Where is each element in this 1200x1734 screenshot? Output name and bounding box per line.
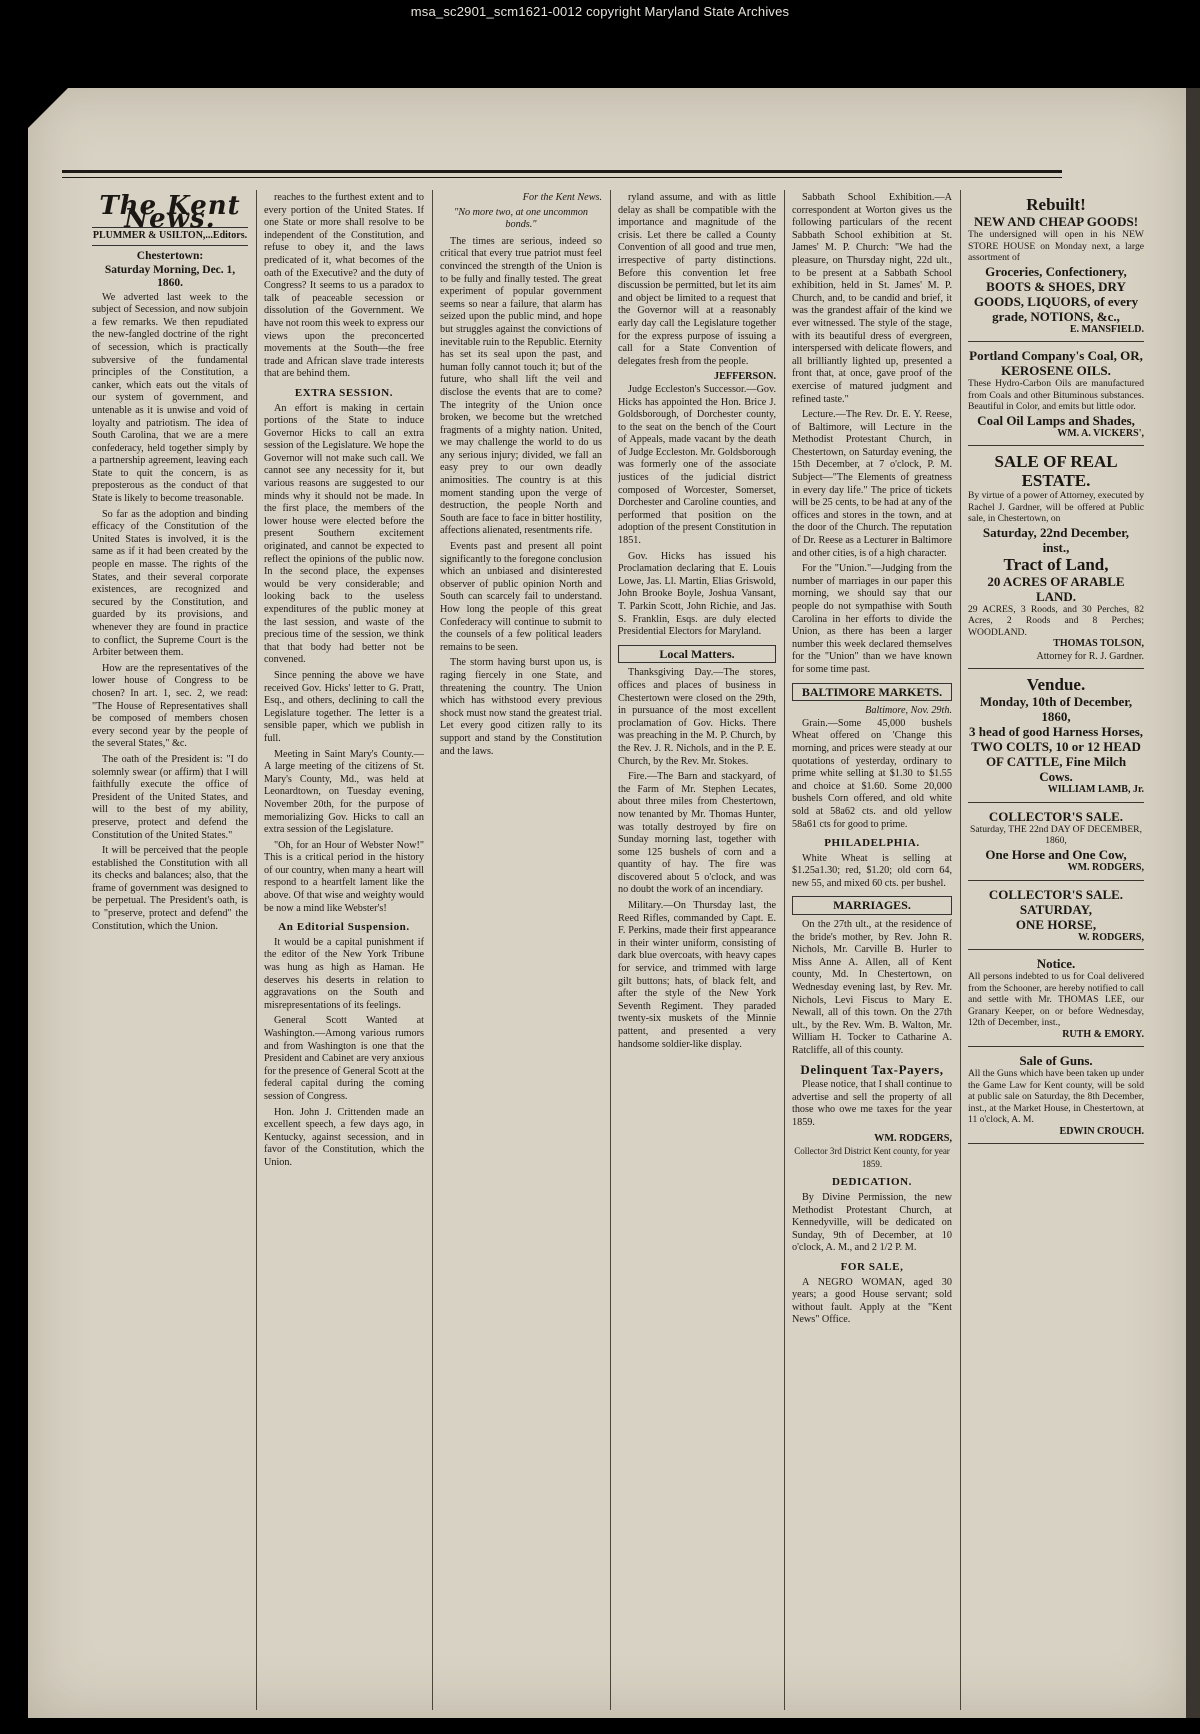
ad-text: The undersigned will open in his NEW STORE HOUSE on Monday next, a large assortment of [968, 229, 1144, 263]
philadelphia-heading: PHILADELPHIA. [824, 837, 920, 850]
ad-signature: RUTH & EMORY. [1062, 1028, 1144, 1040]
article-paragraph: General Scott Wanted at Washington.—Among various rumors and from Washington is one that the President and Cabinet are very anxious for the presence of General Scott at the federal capital during the coming session of Congress. [264, 1015, 424, 1102]
article-paragraph: We adverted last week to the subject of Secession, and now subjoin a few remarks. We then repudiated the new-fangled doctrine of the right of secession, which is practically subversive of the fundamental principles of the Constitution, a canker, which eats out the vitals of our system of government, and untenable as it is unwise and void of loyalty and patriotism. The idea of South Carolina, that we are a mere confederacy, held together simply by a partnership agreement, leaving each State to quit the concern, is as preposterous as the conduct of that State is likely to become treasonable. [92, 291, 248, 505]
ad-heading: Rebuilt! [1026, 195, 1086, 214]
markets-heading: BALTIMORE MARKETS. [792, 683, 952, 702]
ad-items: ONE HORSE, [1015, 916, 1097, 932]
ad-text: These Hydro-Carbon Oils are manufactured from Coals and other Bituminous substances. Beautiful in Color, and emits but little odor. [968, 378, 1144, 413]
article-paragraph: White Wheat is selling at $1.25a1.30; red, $1.20; old corn 64, new 55, and mixed 60 cts. per bushel. [792, 852, 952, 889]
ad-heading: Portland Company's Coal, OR, KEROSENE OILS. [969, 348, 1143, 379]
extra-session-heading: EXTRA SESSION. [294, 386, 394, 399]
ad-subheading: Tract of Land, [1003, 554, 1109, 574]
article-paragraph: Sabbath School Exhibition.—A correspondent at Worton gives us the following particulars of the recent Sabbath School exhibition at St. James' M. P. Church: "We had the pleasure, on Thursday night, 22d ult., to be present at a Sabbath School exhibition, held in St. James' M. P. Church, and, to be candid and brief, it was the grandest affair of the kind we ever witnessed. The style of the stage, with its beautiful dress of evergreen, interspersed with delicate flowers, and all brilliantly lighted up, presented a front that, at once, gave proof of the exercise of matured judgment and refined taste." [792, 192, 952, 405]
article-paragraph: Lecture.—The Rev. Dr. E. Y. Reese, of Baltimore, will Lecture in the Methodist Protestant Church, in Chestertown, on Saturday evening, the 15th December, at 7 o'clock, P. M. Subject—"The Elements of greatness in every day life." The price of tickets will be 25 cents, to be had at any of the offices and stores in the town, and at the door of the Church. The reputation of Dr. Reese as a Lecturer in Baltimore and other cities, is of a high character. [792, 409, 952, 559]
article-paragraph: Hon. John J. Crittenden made an excellent speech, a few days ago, in Kentucky, against secession, and in favor of the Constitution, which the Union. [264, 1106, 424, 1168]
ad-date: Monday, 10th of December, 1860, [979, 694, 1133, 725]
column-rule [784, 190, 785, 1710]
article-paragraph: "Oh, for an Hour of Webster Now!" This is a critical period in the history of our country, when many a heart will respond to a heartfelt lament like the above. Of that wise and weighty would be now a mind like Webster's! [264, 839, 424, 914]
top-rule [62, 170, 1062, 173]
article-paragraph: Since penning the above we have received Gov. Hicks' letter to G. Pratt, Esq., and others, declining to call the Legislature together. The letter is a sensible paper, which we publish in full. [264, 669, 424, 744]
ad-date: SATURDAY, [1019, 901, 1093, 917]
marriages-heading: MARRIAGES. [792, 896, 952, 915]
ad-items: 20 ACRES OF ARABLE LAND. [987, 573, 1125, 604]
article-paragraph: Grain.—Some 45,000 bushels Wheat offered on 'Change this morning, and prices were steady at our quotations of yesterday, ordinary to prime white selling at $1.30 to $1.55 and choice at $1.60. Some 20,000 bushels Corn offered, and old white sold at 58a62 cts. and old yellow 58a61 cts for good to prime. [792, 717, 952, 830]
archive-caption: msa_sc2901_scm1621-0012 copyright Maryland State Archives [410, 4, 790, 19]
ad-heading: COLLECTOR'S SALE. [988, 886, 1124, 902]
ad-collector-sale-2 [968, 884, 1144, 951]
ad-subheading: Coal Oil Lamps and Shades, [977, 412, 1135, 428]
top-rule-thin [62, 177, 1062, 178]
article-paragraph: reaches to the furthest extent and to every portion of the United States. If one State or more shall resolve to be independent of the Constitution, and refuse to obey it, and the laws predicated of it, what becomes of the oath of the Executive? and the duty of Congress? It seems to us a paradox to talk of peaceable secession or dissolution of the Government. We have not room this week to express our views upon the preconcerted movements at the South—the free trade and African slave trade interests that are behind them. [264, 192, 424, 380]
article-paragraph: On the 27th ult., at the residence of the bride's mother, by Rev. John R. Nichols, Mr. Carville B. Hurler to Miss Anne A. Allen, all of Kent county, Md. In Chestertown, on Wednesday evening last, by Rev. Mr. Nichols, Levi Fiscus to Mary E. Newall, all of this town. On the 27th ult., by the Rev. Wm. B. Walton, Mr. William H. Tocker to Catharine A. Ratcliffe, all of this county. [792, 919, 952, 1056]
article-paragraph: Events past and present all point significantly to the foregone conclusion which an unbiased and disinterested observer of public opinion North and South can scarcely fail to understand. How long the people of this great Confederacy will continue to submit to the counsels of a few political leaders remains to be seen. [440, 541, 602, 653]
ad-date: Saturday, 22nd December, inst., [982, 524, 1130, 555]
markets-date: Baltimore, Nov. 29th. [865, 705, 952, 717]
article-paragraph: By Divine Permission, the new Methodist Protestant Church, at Kennedyville, will be dedicated on Sunday, 9th of December, at 10 o'clock, A. M., and 2 1/2 P. M. [792, 1191, 952, 1254]
ad-items: Groceries, Confectionery, BOOTS & SHOES, DRY GOODS, LIQUORS, of every grade, NOTIONS, &c., [973, 263, 1139, 324]
page-binding-edge [1186, 88, 1200, 1718]
ad-sale-of-guns [968, 1050, 1144, 1144]
byline: For the Kent News. [522, 192, 602, 203]
article-paragraph: So far as the adoption and binding efficacy of the Constitution of the United States is involved, it is the same as if it had been created by the people en masse. The rights of the States, and their several corporate existences, are recognized and secured by the Constitution, and guarded by its provisions, and whenever they are found in practice to conflict, the Supreme Court is the Arbiter between them. [92, 508, 248, 659]
date-line: Saturday Morning, Dec. 1, 1860. [104, 264, 236, 289]
place-line: Chestertown: [136, 249, 204, 262]
ad-heading: Notice. [1036, 956, 1076, 972]
ad-items: 3 head of good Harness Horses, TWO COLTS, 10 or 12 HEAD OF CATTLE, Fine Milch Cows. [968, 724, 1144, 785]
ad-heading: Vendue. [1026, 675, 1086, 695]
column-5 [792, 192, 952, 1702]
article-paragraph: A NEGRO WOMAN, aged 30 years; a good House servant; sold without fault. Apply at the "Kent News" Office. [792, 1276, 952, 1326]
article-paragraph: The times are serious, indeed so critical that every true patriot must feel convinced the strength of the Union is to be fully and finally tested. The great experiment of popular government seems so near a failure, that alarm has seized upon the public mind, and hope but struggles against the convictions of inevitable ruin to the Republic. Eternity has set its seal upon the past, and human folly cannot touch it; but of the future, who shall lift the veil and disclose the events that are to come? The integrity of the Union once broken, we become but the wretched fragments of a mighty nation. United, we may challenge the world to do us any serious injury; divided, we fall an easy prey to our own deadly animosities. The country is at this moment standing upon the verge of destruction, the people North and South are face to face in bitter hostility, affections alienated, resentments rife. [440, 235, 602, 537]
column-rule [256, 190, 257, 1710]
article-paragraph: Thanksgiving Day.—The stores, offices and places of business in Chestertown were closed on the 29th, in pursuance of the most excellent proclamation of Gov. Hicks. There was preaching in the M. P. Church, by the Rev. J. R. Nichols, and in the P. E. Church, by the Rev. Mr. Stokes. [618, 667, 776, 767]
article-paragraph: Gov. Hicks has issued his Proclamation declaring that E. Louis Lowe, Jas. Ll. Martin, Elias Griswold, John Brooke Boyle, Joshua Vansant, T. Parkin Scott, John Richie, and Jas. S. Franklin, Esqs. are duly elected Presidential Electors for Maryland. [618, 550, 776, 638]
column-1 [92, 192, 248, 1702]
editors-line: PLUMMER & USILTON,...Editors. [92, 227, 248, 246]
ad-signature: E. MANSFIELD. [1069, 323, 1144, 335]
ad-signature: WM. A. VICKERS', [1057, 427, 1144, 439]
column-rule [610, 190, 611, 1710]
article-paragraph: Judge Eccleston's Successor.—Gov. Hicks has appointed the Hon. Brice J. Goldsborough, of Dorchester county, to the seat on the bench of the Court of Appeals, made vacant by the death of Judge Eccleston. Mr. Goldsborough was formerly one of the associate justices of the judicial district composed of Worcester, Somerset, Dorchester and Caroline counties, and performed that position on the adoption of the present Constitution in 1851. [618, 383, 776, 547]
ad-text: By virtue of a power of Attorney, executed by Rachel J. Gardner, will be offered at Public sale, in Chestertown, on [968, 490, 1144, 525]
ad-heading: SALE OF REAL ESTATE. [994, 452, 1118, 491]
ad-kerosene [968, 345, 1144, 446]
ad-date: Saturday, THE 22nd DAY OF DECEMBER, 1860, [970, 823, 1142, 847]
ad-collector-sale-1 [968, 806, 1144, 881]
article-paragraph: Meeting in Saint Mary's County.—A large meeting of the citizens of St. Mary's County, Md., was held at Leonardtown, on Tuesday evening, November 20th, for the purpose of memorializing Gov. Hicks to call an extra session of the Legislature. [264, 748, 424, 836]
article-paragraph: ryland assume, and with as little delay as shall be compatible with the importance and magnitude of the crisis. Let there be called a County Convention of all good and true men, irrespective of party distinctions. Before this convention let free discussion be permitted, but let its aim and object be limited to a request that the Governor will at a reasonably early day call the Legislature together for the express purpose of issuing a call for a State Convention of delegates fresh from the people. [618, 192, 776, 367]
column-4 [618, 192, 776, 1702]
article-paragraph: Please notice, that I shall continue to advertise and sell the property of all those who owe me taxes for the year 1859. [792, 1079, 952, 1128]
article-paragraph: For the "Union."—Judging from the number of marriages in our paper this morning, we should say that our people do not sympathise with South Carolina in her efforts to divide the Union, as there has been a larger number this week declared themselves for the "Union" than we have known for some time past. [792, 563, 952, 675]
ad-text: 29 ACRES, 3 Roods, and 30 Perches, 82 Acres, 2 Roods and 8 Perches; WOODLAND. [968, 603, 1144, 638]
article-paragraph: Fire.—The Barn and stackyard, of the Farm of Mr. Stephen Lecates, about three miles from Chestertown, now tenanted by Mr. Thomas Hunter, was totally destroyed by fire on Sunday morning last, together with some 125 bushels of corn and a quantity of hay. The fire was discovered about 5 o'clock, and was no doubt the work of an incendiary. [618, 771, 776, 896]
article-paragraph: How are the representatives of the lower house of Congress to be chosen? In art. 1, sec. 2, we read: "The House of Representatives shall be composed of members chosen every second year by the people of the several States," &c. [92, 662, 248, 750]
ad-heading: Sale of Guns. [1019, 1053, 1093, 1069]
ad-text: All the Guns which have been taken up under the Game Law for Kent county, will be sold at public sale on Saturday, the 8th December, inst., at the Market House, in Chestertown, at 11 o'clock, A. M. [968, 1068, 1144, 1126]
signature: WM. RODGERS, [874, 1132, 952, 1144]
article-paragraph: The oath of the President is: "I do solemnly swear (or affirm) that I will faithfully execute the office of President of the United States, and will to the best of my ability, preserve, protect and defend the Constitution of the United States." [92, 753, 248, 841]
ad-signature-subtitle: Attorney for R. J. Gardner. [1036, 650, 1144, 662]
ad-subheading: NEW AND CHEAP GOODS! [973, 214, 1139, 229]
article-paragraph: It would be a capital punishment if the editor of the New York Tribune was hung as high as Haman. He deserves his deserts in relation to aggravations on the South and misrepresentations of its feelings. [264, 936, 424, 1011]
column-2 [264, 192, 424, 1702]
article-paragraph: It will be perceived that the people established the Constitution with all its checks and balances; also, that the frame of government was designed to be perpetual. The President's oath, is to "preserve, protect and defend" the Constitution, which the Union. [92, 845, 248, 932]
signature-subtitle: Collector 3rd District Kent county, for year 1859. [794, 1146, 950, 1169]
ad-signature: WILLIAM LAMB, Jr. [1047, 784, 1144, 796]
local-matters-heading: Local Matters. [618, 645, 776, 664]
suspension-heading: An Editorial Suspension. [278, 921, 410, 934]
ad-heading: COLLECTOR'S SALE. [988, 808, 1124, 824]
dedication-heading: DEDICATION. [831, 1176, 913, 1189]
ad-signature: WM. RODGERS, [1067, 861, 1144, 873]
ad-mansfield [968, 192, 1144, 342]
article-paragraph: An effort is making in certain portions of the State to induce Governor Hicks to call an extra session of the Legislature. We hope the Governor will not make such call. We cannot see any necessity for it, but various reasons are suggested to our minds why it should not be made. In the first place, the members of the lower house were elected before the present Southern excitement originated, and cannot be expected to reflect the opinions of the public now. In the second place, the expenses would be very considerable; and looking back to the useless expenditures of the public money at the last session, and waste of the precious time of the session, we think that that body had better not be convened. [264, 402, 424, 666]
delinquent-heading: Delinquent Tax-Payers, [800, 1061, 944, 1077]
ad-notice [968, 953, 1144, 1047]
ad-vendue [968, 672, 1144, 803]
ad-signature: W. RODGERS, [1077, 931, 1144, 943]
article-paragraph: Military.—On Thursday last, the Reed Rifles, commanded by Capt. E. F. Perkins, made their first appearance in their winter uniform, consisting of dark blue overcoats, with heavy capes for service, and trimmed with large gilt buttons; hats, of black felt, and after the style of the New York Seventh Regiment. They paraded twenty-six muskets of the Minnie pattent, and presented a very handsome soldier-like display. [618, 900, 776, 1050]
column-rule [960, 190, 961, 1710]
for-sale-heading: FOR SALE, [840, 1260, 904, 1273]
ad-items: One Horse and One Cow, [985, 846, 1127, 862]
torn-corner [28, 88, 68, 128]
article-paragraph: The storm having burst upon us, is raging fiercely in one State, and threatening the country. The Union which has withstood every previous shock must now stand the greatest trial. Let every good citizen rally to its support and stand by the Constitution and the laws. [440, 657, 602, 757]
epigraph: "No more two, at one uncommon bonds." [453, 206, 589, 231]
ad-real-estate [968, 449, 1144, 669]
column-6-ads [968, 192, 1144, 1702]
column-3 [440, 192, 602, 1702]
ad-signature: THOMAS TOLSON, [1053, 638, 1144, 650]
column-rule [432, 190, 433, 1710]
signature: JEFFERSON. [714, 371, 776, 383]
ad-text: All persons indebted to us for Coal delivered from the Schooner, are hereby notified to call and settle with Mr. THOMAS LEE, our Granary Keeper, on or before Wednesday, 12th of December, inst., [968, 971, 1144, 1029]
ad-signature: EDWIN CROUCH. [1059, 1125, 1144, 1137]
masthead-title: The Kent News. [99, 192, 241, 234]
